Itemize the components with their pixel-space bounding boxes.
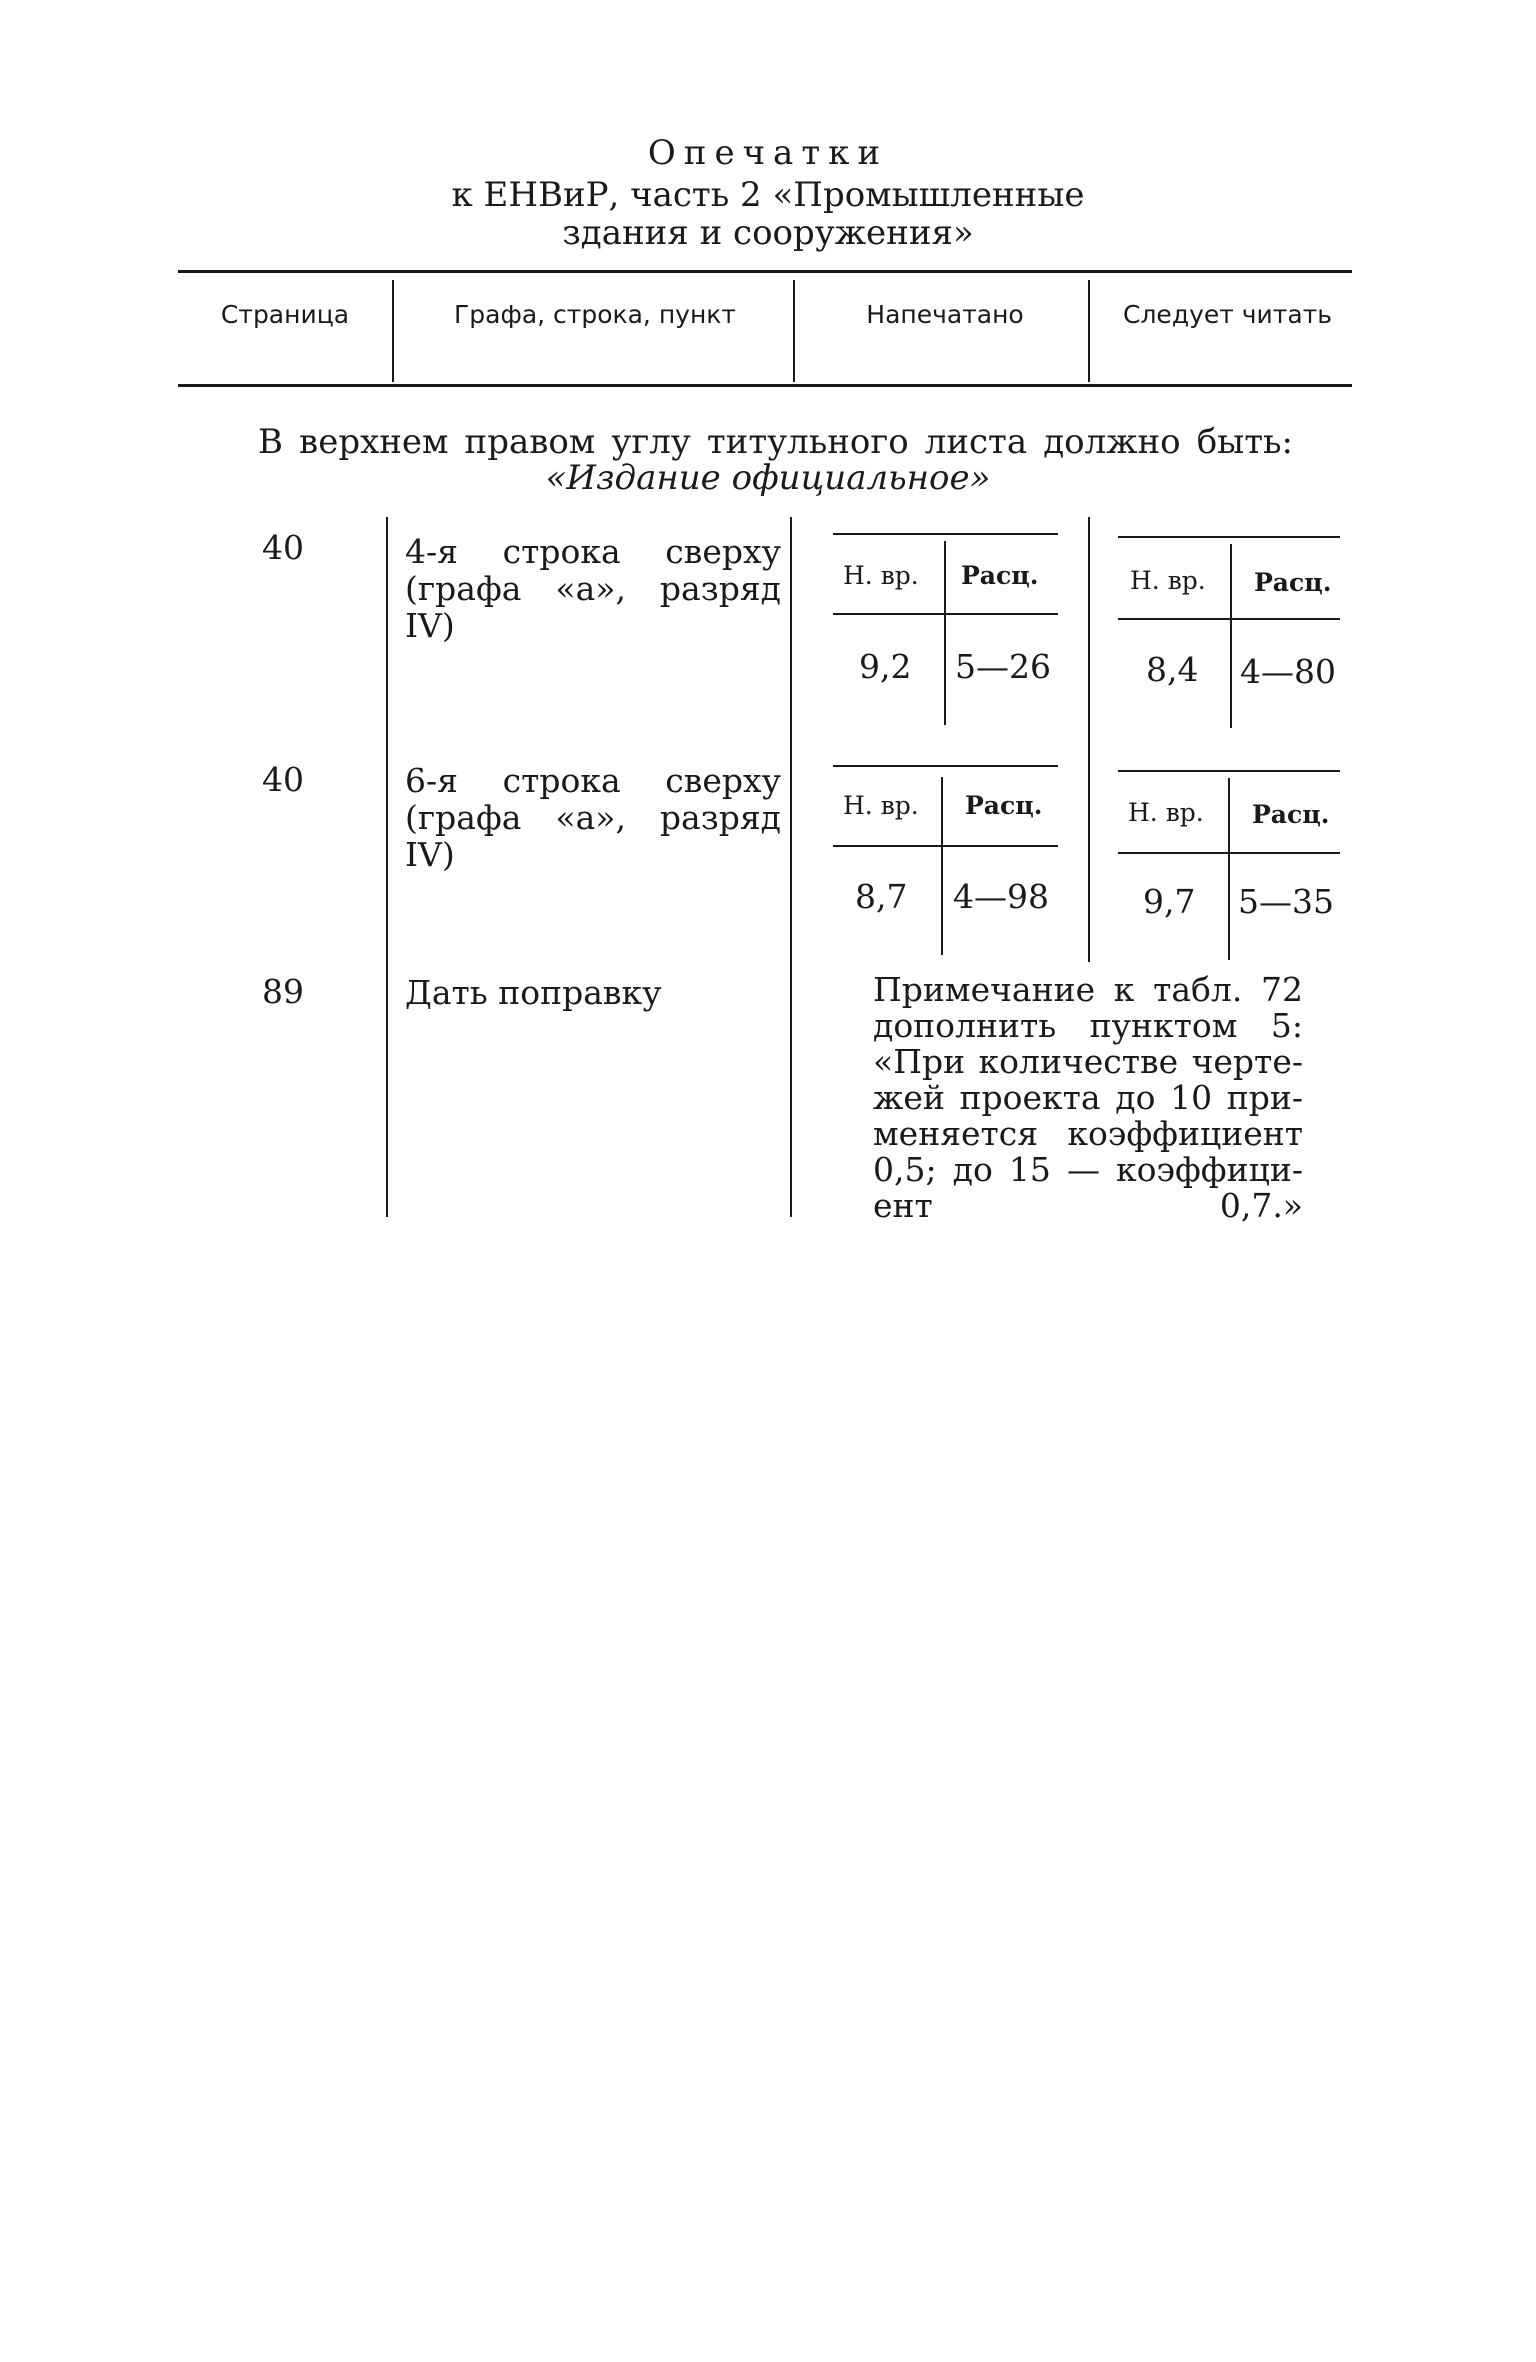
row1-location-line1: 4-я строка сверху [405, 532, 781, 571]
body-col-sep-3 [1088, 517, 1090, 962]
note-line-6: 0,5; до 15 — коэффици- [873, 1150, 1303, 1189]
row2-correct-table [1118, 770, 1340, 960]
note-line-1: Примечание к табл. 72 [873, 970, 1303, 1009]
mini-mid-rule [833, 845, 1058, 847]
norm-time-value: 9,2 [859, 647, 912, 686]
row2-location-line2: (графа «а», разряд [405, 798, 781, 837]
header-page: Страница [220, 300, 350, 329]
rate-value: 5—35 [1238, 882, 1334, 921]
norm-time-header: Н. вр. [843, 791, 919, 820]
header-col-sep-3 [1088, 280, 1090, 382]
note-line-4: жей проекта до 10 при- [873, 1078, 1303, 1117]
note-line-3: «При количестве черте- [873, 1042, 1303, 1081]
row2-page: 40 [262, 760, 304, 799]
mini-top-rule [1118, 770, 1340, 772]
document-title: Опечатки [647, 133, 889, 173]
row1-printed-table [833, 533, 1058, 725]
row1-correct-table [1118, 536, 1340, 728]
row1-location-line2: (графа «а», разряд [405, 569, 781, 608]
mini-sep [941, 777, 943, 955]
document-subtitle-line2: здания и сооружения» [562, 213, 974, 253]
header-col-sep-1 [392, 280, 394, 382]
header-bottom-rule [178, 384, 1352, 387]
rate-header: Расц. [1254, 568, 1332, 597]
mini-sep [1230, 544, 1232, 728]
row2-printed-table [833, 765, 1058, 955]
notice-text: В верхнем правом углу титульного листа должно быть: [258, 422, 1293, 462]
row3-location [405, 974, 781, 1011]
note-line-5: меняется коэффициент [873, 1114, 1303, 1153]
mini-sep [944, 541, 946, 725]
norm-time-header: Н. вр. [843, 561, 919, 590]
norm-time-header: Н. вр. [1130, 566, 1206, 595]
row3-correction-note [873, 972, 1303, 1224]
row1-location [405, 533, 781, 644]
norm-time-value: 9,7 [1143, 882, 1196, 921]
mini-sep [1228, 778, 1230, 960]
header-should-read: Следует читать [1123, 300, 1332, 329]
body-col-sep-2 [790, 517, 792, 1217]
row2-location [405, 762, 781, 873]
header-col-sep-2 [793, 280, 795, 382]
mini-top-rule [1118, 536, 1340, 538]
note-line-7: ент 0,7.» [873, 1186, 1303, 1225]
header-location: Графа, строка, пункт [454, 300, 736, 329]
notice-official-edition: «Издание официальное» [545, 458, 991, 498]
row1-location-line3: IV) [405, 606, 455, 645]
norm-time-header: Н. вр. [1128, 798, 1204, 827]
document-subtitle-line1: к ЕНВиР, часть 2 «Промышленные [451, 175, 1085, 215]
body-col-sep-1 [386, 517, 388, 1217]
norm-time-value: 8,4 [1146, 650, 1199, 689]
rate-value: 5—26 [955, 647, 1051, 686]
rate-header: Расц. [1252, 800, 1330, 829]
mini-top-rule [833, 533, 1058, 535]
header-top-rule [178, 270, 1352, 273]
row1-page: 40 [262, 528, 304, 567]
rate-header: Расц. [965, 791, 1043, 820]
mini-mid-rule [1118, 618, 1340, 620]
rate-value: 4—80 [1240, 652, 1336, 691]
row3-page: 89 [262, 972, 304, 1011]
note-line-2: дополнить пунктом 5: [873, 1006, 1303, 1045]
row2-location-line1: 6-я строка сверху [405, 761, 781, 800]
rate-header: Расц. [961, 561, 1039, 590]
mini-top-rule [833, 765, 1058, 767]
row3-location-line1: Дать поправку [405, 973, 662, 1012]
norm-time-value: 8,7 [855, 877, 908, 916]
rate-value: 4—98 [953, 877, 1049, 916]
header-printed: Напечатано [866, 300, 1024, 329]
row2-location-line3: IV) [405, 835, 455, 874]
